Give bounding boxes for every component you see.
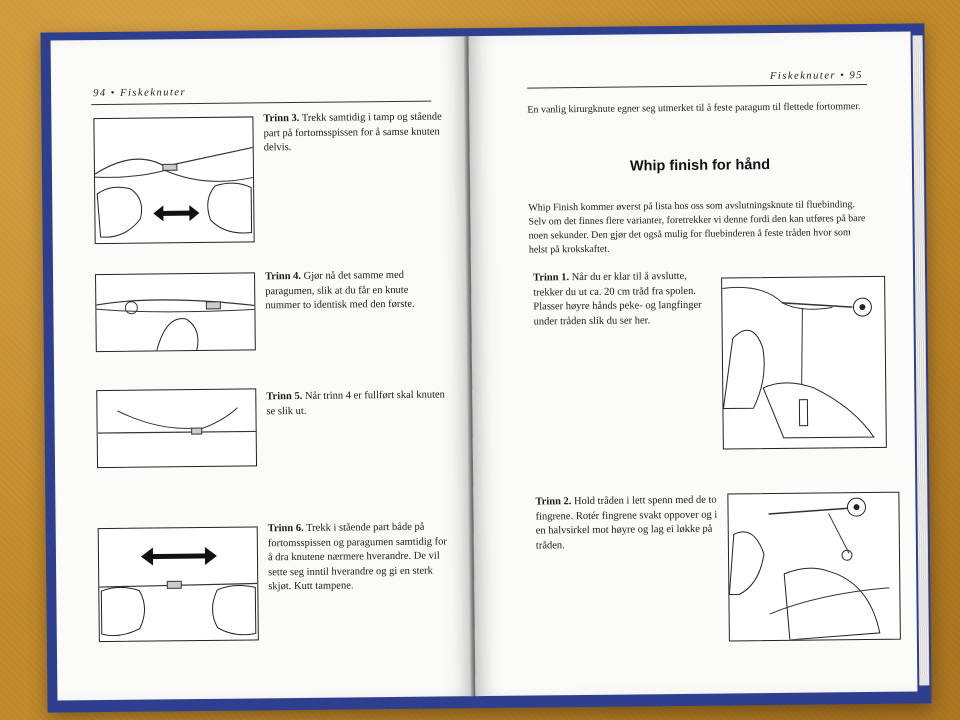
section-heading: Whip finish for hånd [629,157,771,175]
fly-hook-illustration [722,277,886,449]
hands-tightening-illustration [99,527,258,641]
intro-paragraph: En vanlig kirurgknute egner seg utmerket til å feste paragum til flettede fortommer. [527,101,861,116]
left-step-4: Trinn 4. Gjør nå det samme med paragumen, slik at du får en knute nummer to identisk med den første. [264,269,415,312]
left-running-title: Fiskeknuter [120,87,187,99]
right-running-title: Fiskeknuter [769,70,837,83]
fingers-loop-illustration [728,493,900,641]
knot-illustration [96,273,255,351]
double-arrow-icon [153,205,199,221]
figure-step-6 [98,526,259,642]
left-step-6: Trinn 6. Trekk i stående part både på fortomsspissen og paragumen samtidig for å dra knutene nærmere hverandre. De vil sette seg inntil hverandre og gi en sterk skjøt. Kutt tampene. [267,521,447,593]
right-step-2: Trinn 2. Hold tråden i lett spenn med de to fingrene. Rotér fingrene svakt oppover og i en halvsirkel mot høyre og lag ei løkke på tråden. [535,494,718,551]
figure-whip-step-1 [721,276,887,450]
left-step-5: Trinn 5. Når trinn 4 er fullført skal knuten se slik ut. [266,389,445,417]
figure-whip-step-2 [727,492,901,642]
right-header-rule [527,84,867,89]
right-step-1: Trinn 1. Når du er klar til å avslutte, trekker du ut ca. 20 cm tråd fra spolen. Plasser høyre hånds peke- og langfinger under tråden slik du ser her. [533,270,702,328]
figure-step-5 [96,388,257,468]
right-page [469,32,918,697]
figure-step-4 [95,272,256,352]
left-running-head: 94 • Fiskeknuter [93,87,187,100]
double-arrow-icon [141,547,217,566]
right-page-number: 95 [849,70,864,82]
body-paragraph: Whip Finish kommer øverst på lista hos oss som avslutningsknute til fluebinding. Selv om det finnes flere varianter, foretrekker vi denne fordi den kan utføres på bare noen sekunder. Den gjør det også mulig for fluebinderen å feste tråden hvor som helst på krokskaftet. [528,199,866,256]
left-page-number: 94 [93,87,107,100]
right-running-head: Fiskeknuter • 95 [769,70,864,83]
figure-step-3 [93,116,254,244]
left-header-rule [91,101,431,106]
left-page [51,36,473,700]
open-book [51,31,924,700]
hands-pulling-illustration [94,117,253,243]
finished-knot-illustration [97,389,256,467]
left-step-3: Trinn 3. Trekk samtidig i tamp og stående part på fortomsspissen for å samse knuten delvis. [263,111,442,154]
